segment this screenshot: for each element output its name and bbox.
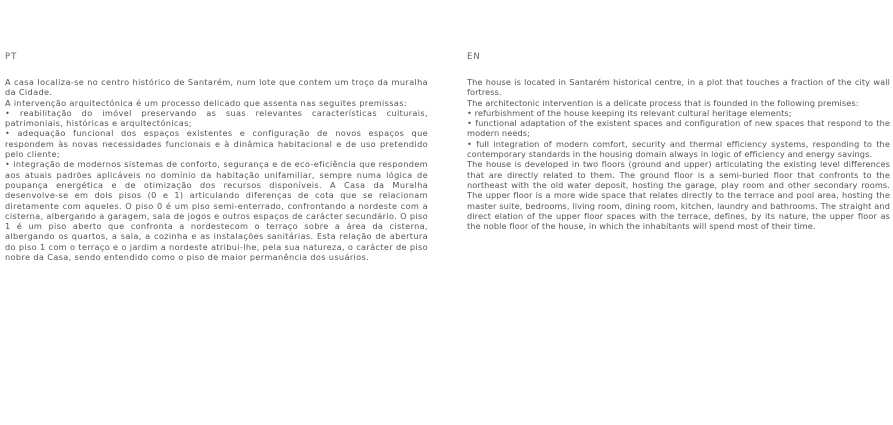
- pt-paragraph-2: A intervenção arquitectónica é um processo delicado que assenta nas seguites premissas:: [5, 97, 408, 108]
- pt-paragraph-4: • adequação funcional dos espaços existentes e configuração de novos espaços que respondem às novas necessidades funcionais e à dinâmica habitacional e de uso pretendido pelo cliente;: [5, 128, 428, 160]
- language-label-pt: PT: [5, 52, 18, 62]
- portuguese-column: [5, 52, 428, 262]
- pt-paragraph-1: A casa localiza-se no centro histórico de Santarém, num lote que contem um troço da muralha da Cidade.: [5, 77, 428, 98]
- en-paragraph-5: • full integration of modern comfort, security and thermal efficiency systems, responding to the contemporary standards in the housing domain always in logic of efficiency and energy savings.: [467, 138, 890, 160]
- en-paragraph-1: The house is located in Santarém historical centre, in a plot that touches a fraction of the city wall fortress.: [467, 77, 890, 98]
- language-label-en: EN: [467, 52, 481, 62]
- english-text: [467, 77, 890, 231]
- pt-paragraph-5: • integração de modernos sistemas de conforto, segurança e de eco-eficiência que respondem aos atuais padrões aplicáveis no domínio da habitação unifamiliar, sempre numa lógica de poupança energética e de otimização dos recursos disponíveis. A Casa da Muralha desenvolve-se em dois pisos (0 e 1) articulando diferenças de cota que se relacionam diretamente com aqueles. O piso 0 é um piso semi-enterrado, confrontando a nordeste com a cisterna, albergando a garagem, sala de jogos e outros espaços de carácter secundário. O piso 1 é um piso aberto que confronta a nordestecom o terraço sobre a área da cisterna, albergando os quartos, a sala, a cozinha e as instalações sanitárias. Esta relação de abertura do piso 1 com o terraço e o jardim a nordeste atribui-lhe, pela sua natureza, o carácter de piso nobre da Casa, sendo entendido como o piso de maior permanência dos usuários.: [5, 159, 429, 263]
- en-paragraph-4: • functional adaptation of the existent spaces and configuration of new spaces that respond to the modern needs;: [467, 118, 890, 139]
- portuguese-text: [5, 77, 428, 262]
- en-paragraph-2: The architectonic intervention is a delicate process that is founded in the following premises:: [467, 97, 859, 108]
- en-paragraph-6: The house is developed in two floors (ground and upper) articulating the existing level differences that are directly related to them. The ground floor is a semi-buried floor that confronts to the northeast with the old water deposit, hosting the garage, play room and other secondary rooms. The upper floor is a more wide space that relates directly to the terrace and pool area, hosting the master suite, bedrooms, living room, dining room, kitchen, laundry and bathrooms. The straight and direct elation of the upper floor spaces with the terrace, defines, by its nature, the upper floor as the noble floor of the house, in which the inhabitants will spend most of their time.: [467, 159, 890, 232]
- english-column: [467, 52, 890, 231]
- en-paragraph-3: • refurbishment of the house keeping its relevant cultural heritage elements;: [467, 107, 792, 118]
- pt-paragraph-3: • reabilitação do imóvel preservando as suas relevantes características culturais, patrimoniais, históricas e arquitectónicas;: [5, 107, 428, 129]
